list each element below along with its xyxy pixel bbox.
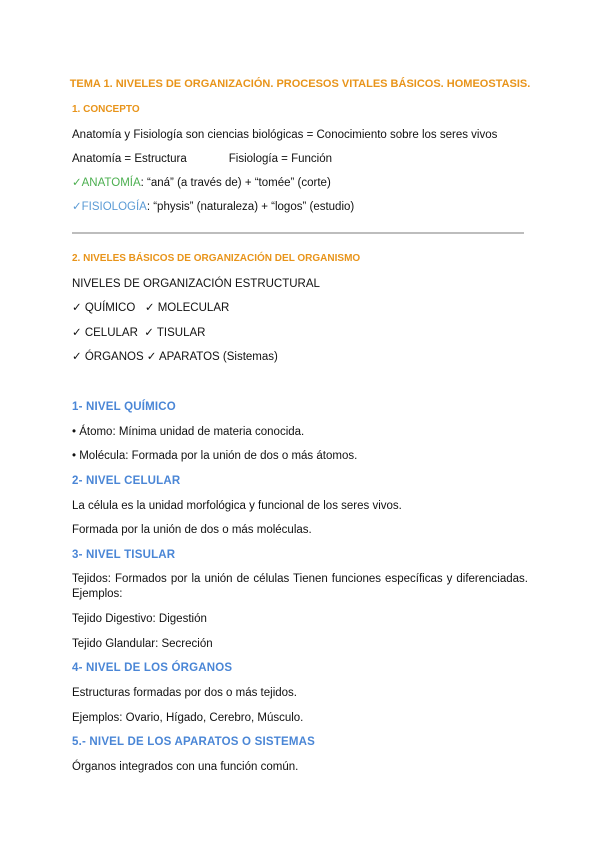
anatomia-label: ANATOMÍA bbox=[81, 177, 141, 189]
organos-line-2: Ejemplos: Ovario, Hígado, Cerebro, Músculo. bbox=[72, 712, 304, 724]
quimico-item-1: • Átomo: Mínima unidad de materia conocida. bbox=[72, 426, 305, 438]
section-heading-niveles: 2. NIVELES BÁSICOS DE ORGANIZACIÓN DEL ORGANISMO bbox=[72, 253, 361, 264]
horizontal-divider bbox=[72, 232, 524, 234]
concepto-line-2 bbox=[72, 152, 332, 166]
document-title: TEMA 1. NIVELES DE ORGANIZACIÓN. PROCESOS VITALES BÁSICOS. HOMEOSTASIS. bbox=[69, 78, 531, 90]
check-icon: ✓ bbox=[72, 177, 82, 189]
anatomia-text: : “aná” (a través de) + “tomée” (corte) bbox=[140, 177, 331, 189]
organos-line-1: Estructuras formadas por dos o más tejidos. bbox=[72, 687, 297, 699]
niveles-row-2: ✓ CELULAR ✓ TISULAR bbox=[72, 327, 206, 339]
aparatos-line-1: Órganos integrados con una función común. bbox=[72, 761, 299, 773]
celular-line-1: La célula es la unidad morfológica y funcional de los seres vivos. bbox=[72, 500, 402, 512]
celular-line-2: Formada por la unión de dos o más moléculas. bbox=[72, 524, 312, 536]
niveles-subheading: NIVELES DE ORGANIZACIÓN ESTRUCTURAL bbox=[72, 278, 320, 290]
niveles-row-1: ✓ QUÍMICO ✓ MOLECULAR bbox=[72, 302, 230, 314]
heading-nivel-organos: 4- NIVEL DE LOS ÓRGANOS bbox=[72, 662, 233, 674]
heading-nivel-aparatos: 5.- NIVEL DE LOS APARATOS O SISTEMAS bbox=[72, 736, 315, 748]
fisiologia-definition bbox=[72, 200, 354, 214]
fisiologia-funcion: Fisiología = Función bbox=[228, 153, 332, 165]
section-heading-concepto: 1. CONCEPTO bbox=[72, 104, 140, 115]
anatomia-estructura: Anatomía = Estructura bbox=[72, 153, 187, 165]
fisiologia-text: : “physis” (naturaleza) + “logos” (estudio) bbox=[146, 201, 355, 213]
niveles-row-3: ✓ ÓRGANOS ✓ APARATOS (Sistemas) bbox=[72, 351, 278, 363]
heading-nivel-quimico: 1- NIVEL QUÍMICO bbox=[72, 401, 176, 413]
heading-nivel-celular: 2- NIVEL CELULAR bbox=[72, 475, 181, 487]
fisiologia-label: FISIOLOGÍA bbox=[81, 201, 147, 213]
anatomia-definition bbox=[72, 176, 331, 190]
heading-nivel-tisular: 3- NIVEL TISULAR bbox=[72, 549, 176, 561]
quimico-item-2: • Molécula: Formada por la unión de dos o más átomos. bbox=[72, 450, 358, 462]
tisular-line-1: Tejidos: Formados por la unión de células Tienen funciones específicas y diferenciadas. Ejemplos: bbox=[72, 573, 528, 600]
concepto-line-1: Anatomía y Fisiología son ciencias biológicas = Conocimiento sobre los seres vivos bbox=[72, 129, 498, 141]
check-icon: ✓ bbox=[72, 201, 82, 213]
tisular-line-2: Tejido Digestivo: Digestión bbox=[72, 613, 207, 625]
tisular-line-3: Tejido Glandular: Secreción bbox=[72, 638, 213, 650]
